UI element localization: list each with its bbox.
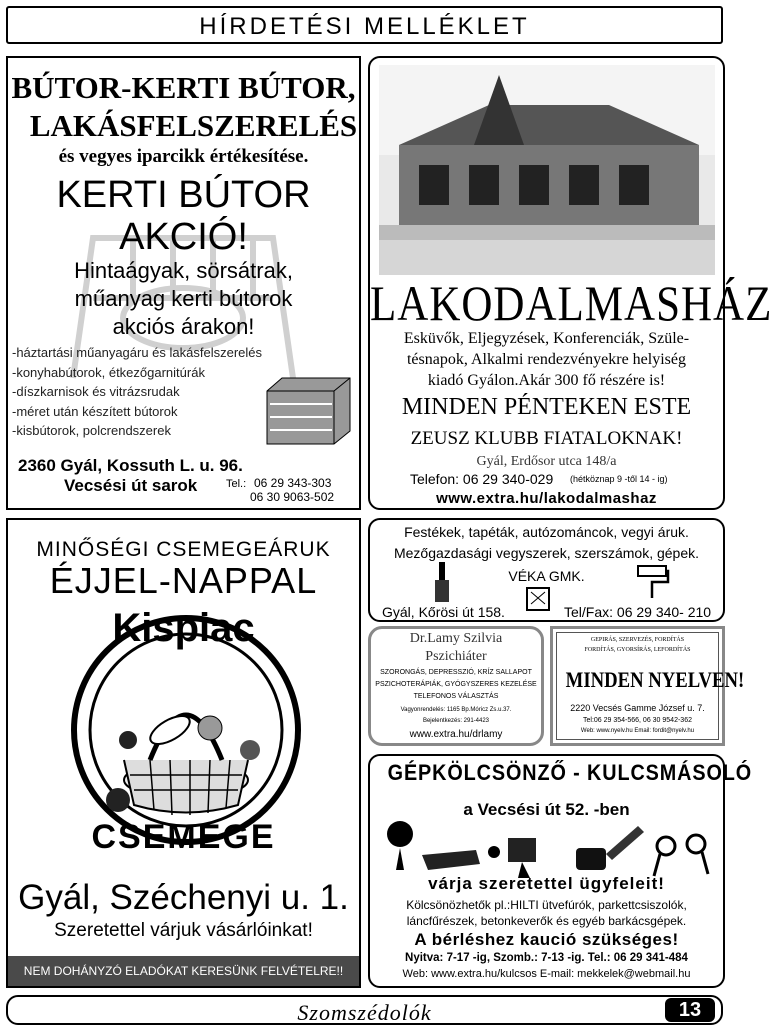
lakodalmas-friday: MINDEN PÉNTEKEN ESTE bbox=[401, 394, 692, 420]
butor-address: 2360 Gyál, Kossuth L. u. 96. bbox=[18, 456, 243, 475]
kispiac-line-2: ÉJJEL-NAPPAL bbox=[49, 560, 318, 601]
kispiac-address: Gyál, Széchenyi u. 1. bbox=[18, 878, 349, 917]
page-number: 13 bbox=[665, 998, 715, 1022]
list-item: -kisbútorok, polcrendszerek bbox=[12, 423, 171, 438]
lamy-line-1: SZORONGÁS, DEPRESSZIÓ, KRÍZ SALLAPOT bbox=[380, 669, 532, 676]
paint-roller-icon bbox=[636, 564, 670, 600]
butor-title-2: LAKÁSFELSZERELÉS bbox=[29, 108, 358, 143]
lakodalmas-desc-1: Esküvők, Eljegyzések, Konferenciák, Szüle- bbox=[403, 330, 690, 347]
gep-deposit: A bérléshez kaució szükséges! bbox=[414, 930, 679, 949]
lakodalmas-desc-3: kiadó Gyálon.Akár 300 fő részére is! bbox=[427, 372, 666, 389]
gep-address: a Vecsési út 52. -ben bbox=[463, 800, 630, 819]
list-item: -háztartási műanyagáru és lakásfelszerelés bbox=[12, 345, 263, 360]
kispiac-banner-text: NEM DOHÁNYZÓ ELADÓKAT KERESÜNK FELVÉTELRE!! bbox=[23, 964, 344, 978]
butor-desc-3: akciós árakon! bbox=[112, 314, 255, 339]
lamy-line-4: Vagyonrendelés: 1165 Bp.Móricz Zs.u.37. bbox=[400, 707, 512, 713]
kispiac-banner bbox=[8, 956, 359, 986]
butor-promo-2: AKCIÓ! bbox=[119, 216, 248, 258]
building-photo bbox=[379, 65, 715, 275]
header-bar bbox=[6, 6, 723, 44]
gep-web[interactable]: Web: www.extra.hu/kulcsos E-mail: mekkelek@webmail.hu bbox=[402, 968, 691, 980]
veka-name: VÉKA GMK. bbox=[508, 568, 585, 584]
lamy-line-2: PSZICHOTERÁPIÁK, GYÓGYSZERES KEZELÉSE bbox=[375, 681, 537, 688]
list-item: -méret után készített bútorok bbox=[12, 403, 178, 419]
butor-promo-1: KERTI BÚTOR bbox=[56, 174, 311, 216]
nyelv-address: 2220 Vecsés Gamme József u. 7. bbox=[570, 703, 705, 713]
list-item: -konyhabútorok, étkezőgarnitúrák bbox=[12, 364, 205, 380]
butor-list bbox=[12, 343, 262, 441]
kispiac-line-1: MINŐSÉGI CSEMEGEÁRUK bbox=[36, 538, 331, 561]
lamy-line-3: TELEFONOS VÁLASZTÁS bbox=[413, 693, 499, 700]
lamy-title: Pszichiáter bbox=[425, 649, 487, 664]
lakodalmas-url[interactable]: www.extra.hu/lakodalmashaz bbox=[436, 490, 657, 507]
veka-line-2: Mezőgazdasági vegyszerek, szerszámok, gépek. bbox=[393, 545, 700, 561]
ad-butor bbox=[6, 56, 361, 510]
ad-gepkolcsonzo bbox=[368, 754, 753, 988]
gep-desc-1: Kölcsönözhetők pl.:HILTI ütvefúrók, parkettcsiszolók, bbox=[406, 898, 687, 912]
lamy-url[interactable]: www.extra.hu/drlamy bbox=[409, 729, 503, 740]
shelf-cabinet-icon bbox=[262, 376, 352, 446]
lakodalmas-address: Gyál, Erdősor utca 148/a bbox=[476, 454, 617, 469]
list-item: -díszkarnisok és vitrázsrudak bbox=[12, 384, 180, 399]
lamy-name: Dr.Lamy Szilvia bbox=[409, 631, 503, 646]
butor-tel-label: Tel.: bbox=[226, 478, 247, 490]
gep-title: GÉPKÖLCSÖNZŐ - KULCSMÁSOLÓ bbox=[387, 760, 753, 785]
ad-lamy bbox=[368, 626, 544, 746]
butor-tel-1: 06 29 343-303 bbox=[254, 476, 332, 490]
gep-hours: Nyitva: 7-17 -ig, Szomb.: 7-13 -ig. Tel.: 06 29 341-484 bbox=[405, 952, 688, 964]
butor-desc-2: műanyag kerti bútorok bbox=[74, 286, 293, 311]
ad-nyelv bbox=[550, 626, 745, 746]
veka-tel: Tel/Fax: 06 29 340- 210 bbox=[564, 604, 712, 620]
footer-title: Szomszédolók bbox=[297, 1000, 432, 1025]
footer-bar bbox=[6, 995, 723, 1025]
butor-tel-2: 06 30 9063-502 bbox=[250, 490, 335, 504]
nyelv-tel: Tel:06 29 354-566, 06 30 9542-362 bbox=[583, 717, 692, 724]
lakodalmas-club: ZEUSZ KLUBB FIATALOKNAK! bbox=[410, 428, 683, 449]
nyelv-web: Web: www.nyelv.hu Email: fordit@nyelv.hu bbox=[580, 728, 695, 734]
tools-illustration bbox=[376, 820, 720, 880]
lakodalmas-hours: (hétköznap 9 -től 14 - ig) bbox=[570, 474, 668, 484]
veka-line-1: Festékek, tapéták, autózománcok, vegyi áruk. bbox=[404, 524, 689, 540]
lakodalmas-title: LAKODALMASHÁZ bbox=[370, 277, 772, 332]
gep-welcome: várja szeretettel ügyfeleit! bbox=[428, 874, 665, 893]
butor-subtitle: és vegyes iparcikk értékesítése. bbox=[58, 146, 309, 167]
kispiac-slogan: Szeretettel várjuk vásárlóinkat! bbox=[54, 920, 313, 941]
nyelv-top-1: GEPIRÁS, SZERVEZÉS, FORDÍTÁS bbox=[590, 637, 685, 643]
paint-can-icon bbox=[525, 584, 551, 612]
lakodalmas-phone: Telefon: 06 29 340-029 bbox=[410, 471, 554, 487]
butor-title-1: BÚTOR-KERTI BÚTOR, bbox=[11, 70, 356, 105]
kispiac-logo-top: Kispiac bbox=[112, 606, 255, 650]
kispiac-logo-bottom: CSEMEGE bbox=[91, 818, 276, 856]
gep-desc-2: láncfűrészek, betonkeverők és egyéb barkácsgépek. bbox=[406, 914, 687, 928]
nyelv-main: MINDEN NYELVEN! bbox=[565, 667, 745, 692]
paintbrush-icon bbox=[432, 562, 452, 604]
header-title: HÍRDETÉSI MELLÉKLET bbox=[199, 13, 530, 40]
veka-address: Gyál, Kőrösi út 158. bbox=[382, 604, 505, 620]
lakodalmas-desc-2: tésnapok, Alkalmi rendezvényekre helyiség bbox=[406, 351, 686, 368]
ad-lakodalmashaz bbox=[368, 56, 772, 510]
butor-desc-1: Hintaágyak, sörsátrak, bbox=[74, 258, 293, 283]
ad-veka bbox=[368, 518, 725, 622]
ad-kispiac bbox=[6, 518, 361, 988]
butor-address-2: Vecsési út sarok bbox=[64, 476, 198, 495]
lamy-line-5: Bejelentkezés: 291-4423 bbox=[422, 718, 490, 724]
nyelv-top-2: FORDÍTÁS, GYORSÍRÁS, LEFORDÍTÁS bbox=[584, 647, 691, 653]
